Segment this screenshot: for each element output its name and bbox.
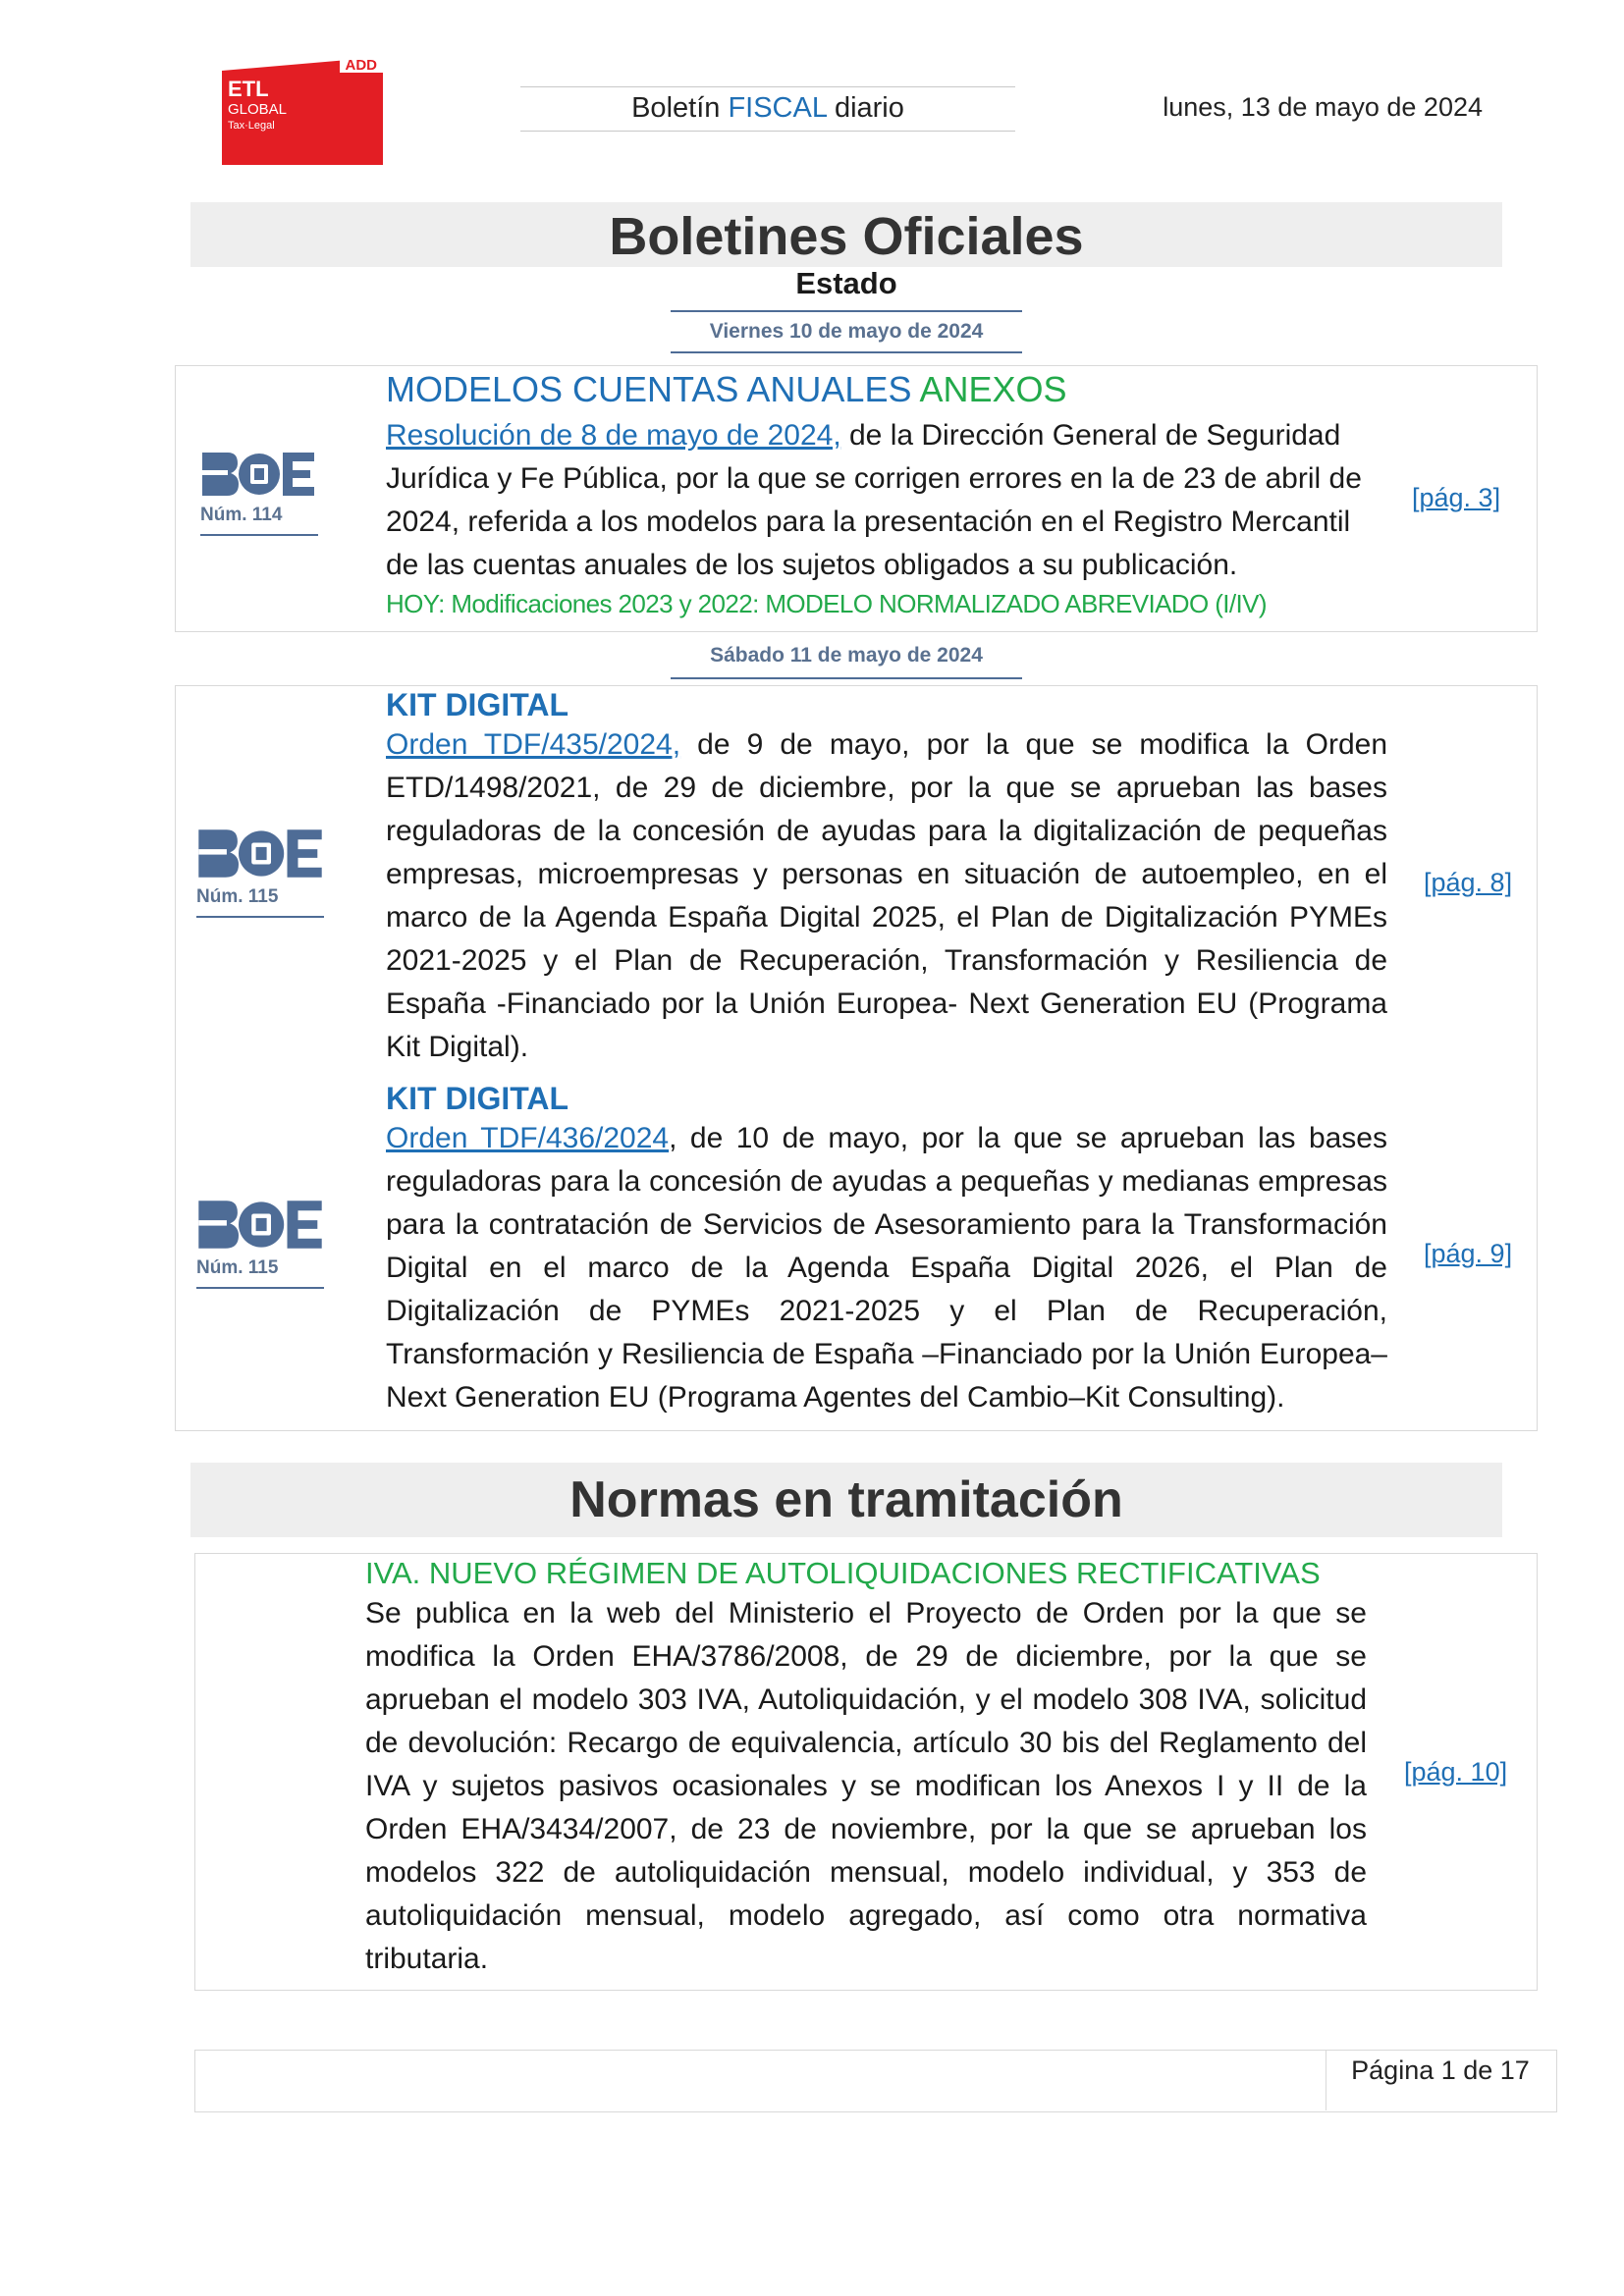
orden-link[interactable]: Orden TDF/436/2024: [386, 1122, 670, 1154]
boe-logo-icon: [200, 450, 316, 499]
section-title: Boletines Oficiales: [609, 207, 1084, 266]
svg-text:ADD: ADD: [345, 57, 377, 74]
date-tag: Viernes 10 de mayo de 2024: [671, 310, 1022, 353]
orden-link[interactable]: Orden TDF/435/2024,: [386, 728, 681, 761]
boe-badge: [196, 827, 324, 918]
entry-content: [365, 1555, 1367, 1981]
section-banner-boletines: [190, 202, 1502, 267]
section-banner-normas: [190, 1463, 1502, 1537]
page-link[interactable]: [pág. 9]: [1424, 1239, 1513, 1268]
entry-content: [386, 369, 1368, 619]
boe-number: Núm. 114: [200, 505, 283, 525]
page-link[interactable]: [pág. 10]: [1404, 1757, 1508, 1787]
svg-text:GLOBAL: GLOBAL: [228, 101, 288, 118]
entry-content: [386, 687, 1387, 1069]
section-title: Normas en tramitación: [569, 1471, 1123, 1528]
entry-body: Resolución de 8 de mayo de 2024, de la Dirección General de Seguridad Jurídica y Fe Pública, por la que se corrigen errores en la de 23 de abril de 2024, referida a los modelos para la presentación en el Registro Mercantil de las cuentas anuales de los sujetos obligados a su publicación.: [386, 419, 1362, 581]
entry-body: Se publica en la web del Ministerio el Proyecto de Orden por la que se modifica la Orden EHA/3786/2008, de 29 de diciembre, por la que se aprueban el modelo 303 IVA, Autoliquidación, y el modelo 308 IVA, solicitud de devolución: Recargo de equivalencia, artículo 30 bis del Reglamento del IVA y sujetos pasivos ocasionales y se modifican los Anexos I y II de la Orden EHA/3434/2007, de 23 de noviembre, por la que se aprueban los modelos 322 de autoliquidación mensual, modelo individual, y 353 de autoliquidación mensual, modelo agregado, así como otra normativa tributaria.: [365, 1597, 1367, 1975]
header-date: lunes, 13 de mayo de 2024: [1163, 92, 1483, 122]
newsletter-title: Boletín FISCAL diario: [631, 92, 904, 124]
entry-body: Orden TDF/435/2024, de 9 de mayo, por la que se modifica la Orden ETD/1498/2021, de 29 de diciembre, por la que se aprueban las bases reguladoras de la concesión de ayudas para la digitalización de pequeñas empresas, microempresas y personas en situación de autoempleo, en el marco de la Agenda España Digital 2025, el Plan de Digitalización PYMEs 2021-2025 y el Plan de Recuperación, Transformación y Resiliencia de España -Financiado por la Unión Europea- Next Generation EU (Programa Kit Digital).: [386, 728, 1387, 1063]
boe-number: Núm. 115: [196, 886, 279, 907]
entry-heading: KIT DIGITAL: [386, 687, 569, 722]
boe-logo-icon: [196, 1198, 324, 1252]
entry-content: [386, 1081, 1387, 1419]
page-counter: Página 1 de 17: [1351, 2056, 1530, 2085]
entry-heading: MODELOS CUENTAS ANUALES ANEXOS: [386, 369, 1067, 409]
entry-note: HOY: Modificaciones 2023 y 2022: MODELO NORMALIZADO ABREVIADO (I/IV): [386, 589, 1267, 618]
entry-heading: KIT DIGITAL: [386, 1081, 569, 1116]
page-link[interactable]: [pág. 8]: [1424, 868, 1513, 897]
resolucion-link[interactable]: Resolución de 8 de mayo de 2024,: [386, 419, 841, 452]
boe-logo-icon: [196, 827, 324, 881]
etl-global-logo: [222, 57, 383, 165]
page-link[interactable]: [pág. 3]: [1412, 483, 1501, 512]
date-tag: Sábado 11 de mayo de 2024: [671, 636, 1022, 679]
entry-heading: IVA. NUEVO RÉGIMEN DE AUTOLIQUIDACIONES RECTIFICATIVAS: [365, 1556, 1321, 1590]
svg-text:ETL: ETL: [228, 77, 269, 101]
entry-body: Orden TDF/436/2024, de 10 de mayo, por la que se aprueban las bases reguladoras para la concesión de ayudas a pequeñas y medianas empresas para la contratación de Servicios de Asesoramiento para la Transformación Digital en el marco de la Agenda España Digital 2026, el Plan de Digitalización de PYMEs 2021-2025 y el Plan de Recuperación, Transformación y Resiliencia de España –Financiado por la Unión Europea– Next Generation EU (Programa Agentes del Cambio–Kit Consulting).: [386, 1122, 1387, 1414]
section-subtitle: Estado: [795, 266, 897, 300]
boe-number: Núm. 115: [196, 1257, 279, 1278]
boe-badge: [200, 450, 318, 536]
boe-badge: [196, 1198, 324, 1289]
svg-text:Tax·Legal: Tax·Legal: [228, 120, 275, 132]
